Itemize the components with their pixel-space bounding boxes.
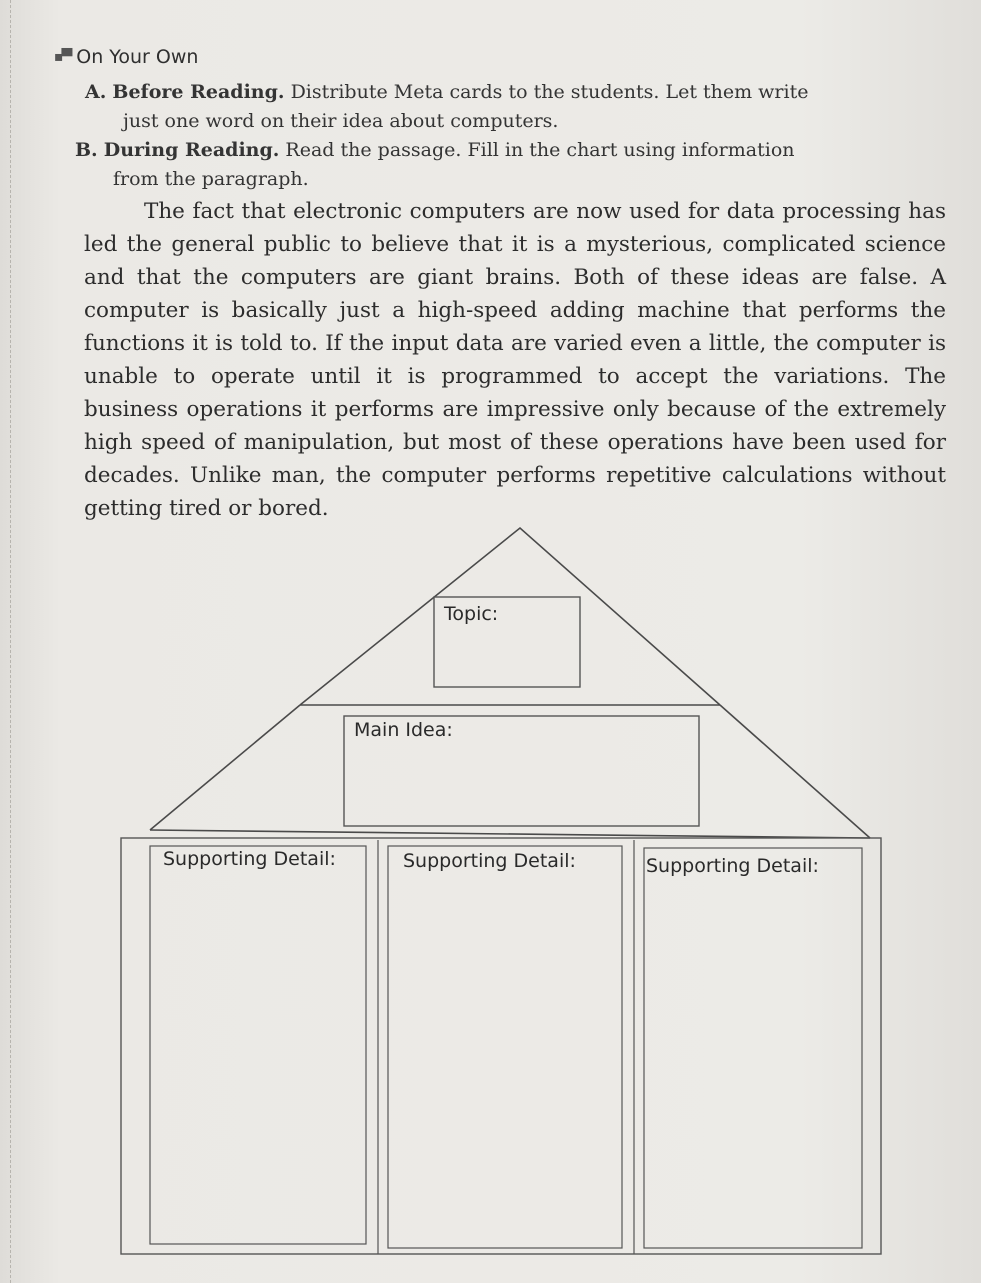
passage-text: The fact that electronic computers are now used for data processing has led the general public to believe that it is a mysterious, complicated science and that the computers are giant brains. Both of these ideas are false. A computer is basically just a high-speed adding machine that performs the functions it is told to. If the input data are varied even a little, the computer is unable to operate until it is programmed to accept the variations. The business operations it performs are impressive only because of the extremely high speed of manipulation, but most of these operations have been used for decades. Unlike man, the computer performs repetitive calculations without getting tired or bored.	[84, 199, 946, 521]
supporting-detail-label-3: Supporting Detail:	[646, 855, 819, 877]
supporting-detail-box-1[interactable]	[150, 846, 366, 1244]
roof-left-edge	[150, 705, 300, 830]
supporting-detail-box-3[interactable]	[644, 848, 862, 1248]
roof-base-line	[150, 830, 870, 838]
header-bullet-icon: ▪▀	[54, 49, 71, 65]
house-walls	[121, 838, 881, 1254]
supporting-detail-label-2: Supporting Detail:	[403, 850, 576, 872]
supporting-detail-box-2[interactable]	[388, 846, 622, 1248]
main-idea-label: Main Idea:	[354, 719, 453, 741]
roof-right-edge	[720, 705, 870, 838]
instruction-a-letter: A.	[85, 81, 107, 103]
instruction-b-letter: B.	[75, 139, 98, 161]
instruction-a-line1: Distribute Meta cards to the students. Let them write	[290, 81, 809, 103]
supporting-detail-label-1: Supporting Detail:	[163, 848, 336, 870]
instruction-a-line2: just one word on their idea about computers.	[123, 110, 559, 132]
instruction-b-line1: Read the passage. Fill in the chart using information	[285, 139, 795, 161]
roof-top-outline	[300, 528, 720, 705]
section-title: On Your Own	[76, 46, 199, 68]
instruction-b-line2: from the paragraph.	[113, 168, 309, 190]
instruction-b-label: During Reading.	[103, 139, 280, 161]
topic-label: Topic:	[444, 603, 499, 625]
instruction-a-label: Before Reading.	[112, 81, 285, 103]
